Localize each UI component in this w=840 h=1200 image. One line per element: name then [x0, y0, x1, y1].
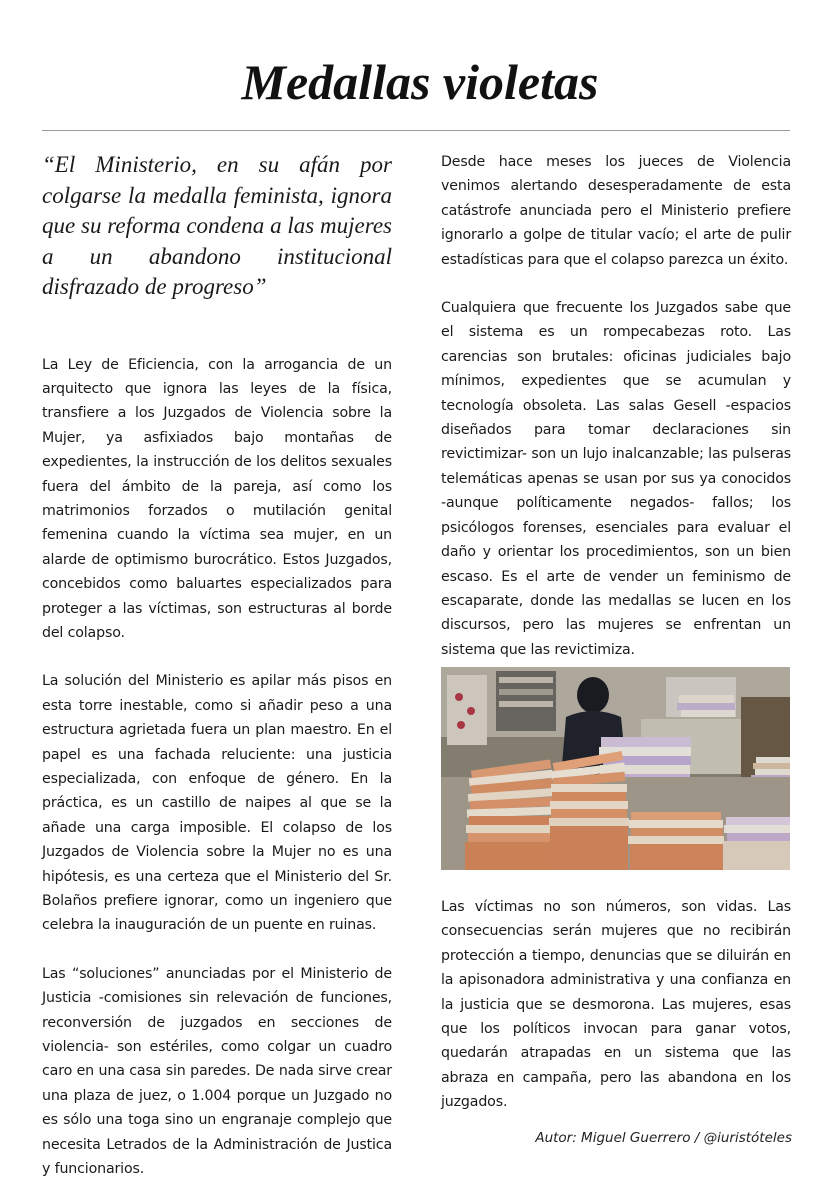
right-column — [441, 150, 791, 686]
left-column — [42, 150, 392, 1200]
pull-quote: “El Ministerio, en su afán por colgarse la medalla feminista, ignora que su reforma condena a las mujeres a un abandono institucional disfrazado de progreso” — [42, 152, 392, 299]
title-divider — [42, 130, 790, 131]
paragraph: La Ley de Eficiencia, con la arrogancia de un arquitecto que ignora las leyes de la física, transfiere a los Juzgados de Violencia sobre la Mujer, ya asfixiados bajo montañas de expedientes, la instrucción de los delitos sexuales fuera del ámbito de la pareja, así como los matrimonios forzados o mutilación genital femenina cuando la víctima sea mujer, en un alarde de optimismo burocrático. Estos Juzgados, concebidos como baluartes especializados para proteger a las víctimas, son estructuras al borde del colapso. — [42, 356, 392, 641]
paragraph: Las “soluciones” anunciadas por el Ministerio de Justicia -comisiones sin relevación de funciones, reconversión de juzgados en secciones de violencia- son estériles, como colgar un cuadro caro en una casa sin paredes. De nada sirve crear una plaza de juez, o 1.004 porque un Juzgado no es sólo una toga sino un engranaje complejo que necesita Letrados de la Administración de Justica y funcionarios. — [42, 965, 392, 1178]
closing-column — [441, 895, 791, 1115]
closing-paragraph: Las víctimas no son números, son vidas. Las consecuencias serán mujeres que no recibirán protección a tiempo, denuncias que se diluirán en la apisonadora administrativa y una confianza en la justicia que se desmorona. Las mujeres, esas que los políticos invocan para ganar votos, quedarán atrapadas en un sistema que las abraza en campaña, pero las abandona en los juzgados. — [441, 899, 791, 1111]
paragraph: Desde hace meses los jueces de Violencia venimos alertando desesperadamente de esta catástrofe anunciada pero el Ministerio prefiere ignorarlo a golpe de titular vacío; el arte de pulir estadísticas para que el colapso parezca un éxito. — [441, 154, 791, 268]
office-files-photo — [441, 667, 790, 870]
paragraph: La solución del Ministerio es apilar más pisos en esta torre inestable, como si añadir peso a una estructura agrietada fuera un plan maestro. En el papel es una fachada reluciente: una justicia especializada, con enfoque de género. En la práctica, es un castillo de naipes al que se la añade una carga imposible. El colapso de los Juzgados de Violencia sobre la Mujer no es una hipótesis, es una certeza que el Ministerio del Sr. Bolaños prefiere ignorar, como un ingeniero que celebra la inauguración de un puente en ruinas. — [42, 673, 392, 934]
author-credit: Autor: Miguel Guerrero / @iuristóteles — [535, 1130, 792, 1146]
paragraph: Cualquiera que frecuente los Juzgados sabe que el sistema es un rompecabezas roto. Las carencias son brutales: oficinas judiciales bajo mínimos, expedientes que se acumulan y tecnología obsoleta. Las salas Gesell -espacios diseñados para tomar declaraciones sin revictimizar- son un lujo inalcanzable; las pulseras telemáticas apenas se usan por sus ya conocidos -aunque políticamente negados- fallos; los psicólogos forenses, esenciales para evaluar el daño y orientar los procedimientos, son un bien escaso. Es el arte de vender un feminismo de escaparate, donde las medallas se lucen en los discursos, pero las mujeres se enfrentan un sistema que las revictimiza. — [441, 300, 791, 658]
article-title: Medallas violetas — [241, 54, 599, 110]
